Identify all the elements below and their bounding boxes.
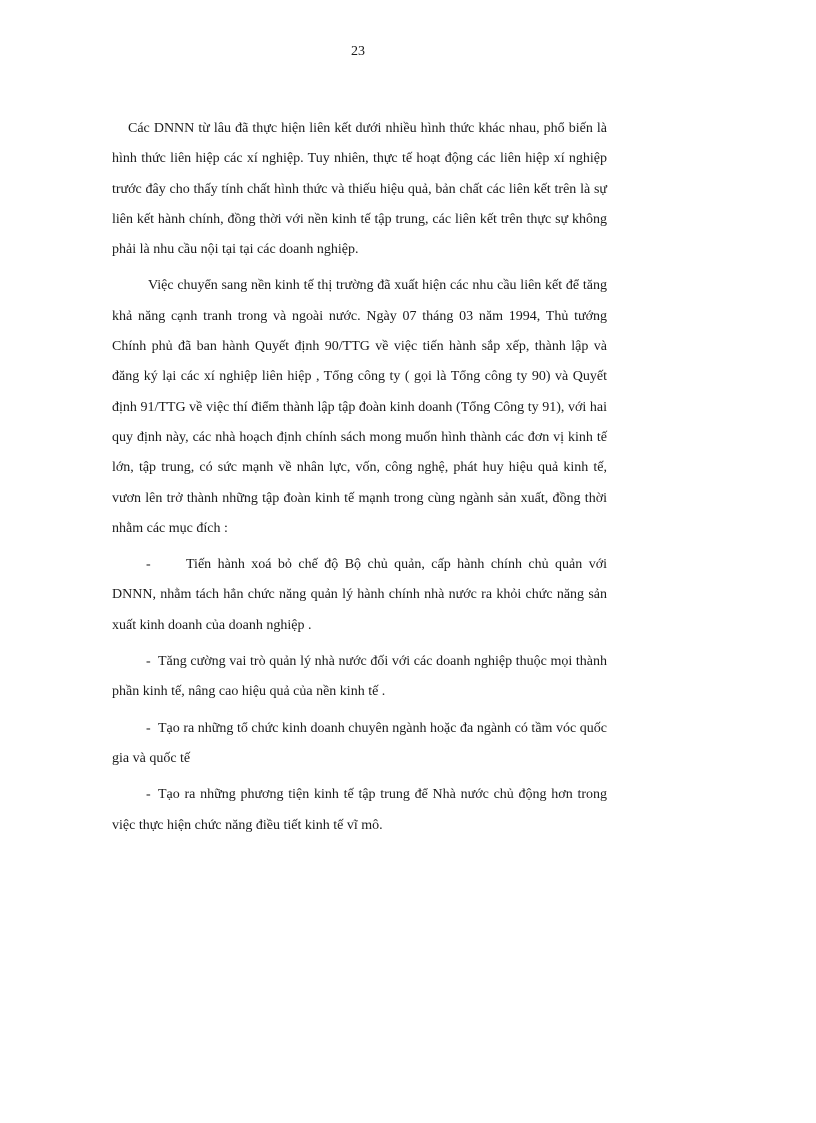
paragraph-2: Việc chuyển sang nền kinh tế thị trường đã xuất hiện các nhu cầu liên kết để tăng khả năng cạnh tranh trong và ngoài nước. Ngày 07 tháng 03 năm 1994, Thủ tướng Chính phủ đã ban hành Quyết định 90/TTG về việc tiến hành sắp xếp, thành lập và đăng ký lại các xí nghiệp liên hiệp , Tổng công ty ( gọi là Tổng công ty 90) và Quyết định 91/TTG về việc thí điểm thành lập tập đoàn kinh doanh (Tổng Công ty 91), với hai quy định này, các nhà hoạch định chính sách mong muốn hình thành các đơn vị kinh tế lớn, tập trung, có sức mạnh về nhân lực, vốn, công nghệ, phát huy hiệu quả kinh tế, vươn lên trở thành những tập đoàn kinh tế mạnh trong cùng ngành sản xuất, đồng thời nhằm các mục đích : [112,278,607,536]
bullet-text: Tạo ra những tổ chức kinh doanh chuyên ngành hoặc đa ngành có tầm vóc quốc gia và quốc tế [112,720,607,766]
bullet-dash: - [146,557,151,573]
bullet-dash: - [146,654,151,670]
bullet-item-3 [112,714,607,775]
document-body [112,114,607,847]
bullet-item-2 [112,647,607,708]
bullet-item-1 [112,550,607,641]
bullet-dash: - [146,720,151,736]
paragraph-1: Các DNNN từ lâu đã thực hiện liên kết dưới nhiều hình thức khác nhau, phổ biến là hình thức liên hiệp các xí nghiệp. Tuy nhiên, thực tế hoạt động các liên hiệp xí nghiệp trước đây cho thấy tính chất hình thức và thiếu hiệu quả, bản chất các liên kết trên là sự liên kết hành chính, đồng thời với nền kinh tế tập trung, các liên kết trên thực sự không phải là nhu cầu nội tại tại các doanh nghiệp. [112,121,607,258]
bullet-text: Tạo ra những phương tiện kinh tế tập trung để Nhà nước chủ động hơn trong việc thực hiện chức năng điều tiết kinh tế vĩ mô. [112,787,607,833]
bullet-text: Tăng cường vai trò quản lý nhà nước đối với các doanh nghiệp thuộc mọi thành phần kinh tế, nâng cao hiệu quả của nền kinh tế . [112,654,607,700]
bullet-dash: - [146,787,151,803]
bullet-text: Tiến hành xoá bỏ chế độ Bộ chủ quản, cấp hành chính chủ quản với DNNN, nhằm tách hẳn chức năng quản lý hành chính nhà nước ra khỏi chức năng sản xuất kinh doanh của doanh nghiệp . [112,557,607,633]
page-number: 23 [351,44,365,59]
bullet-item-4 [112,780,607,841]
